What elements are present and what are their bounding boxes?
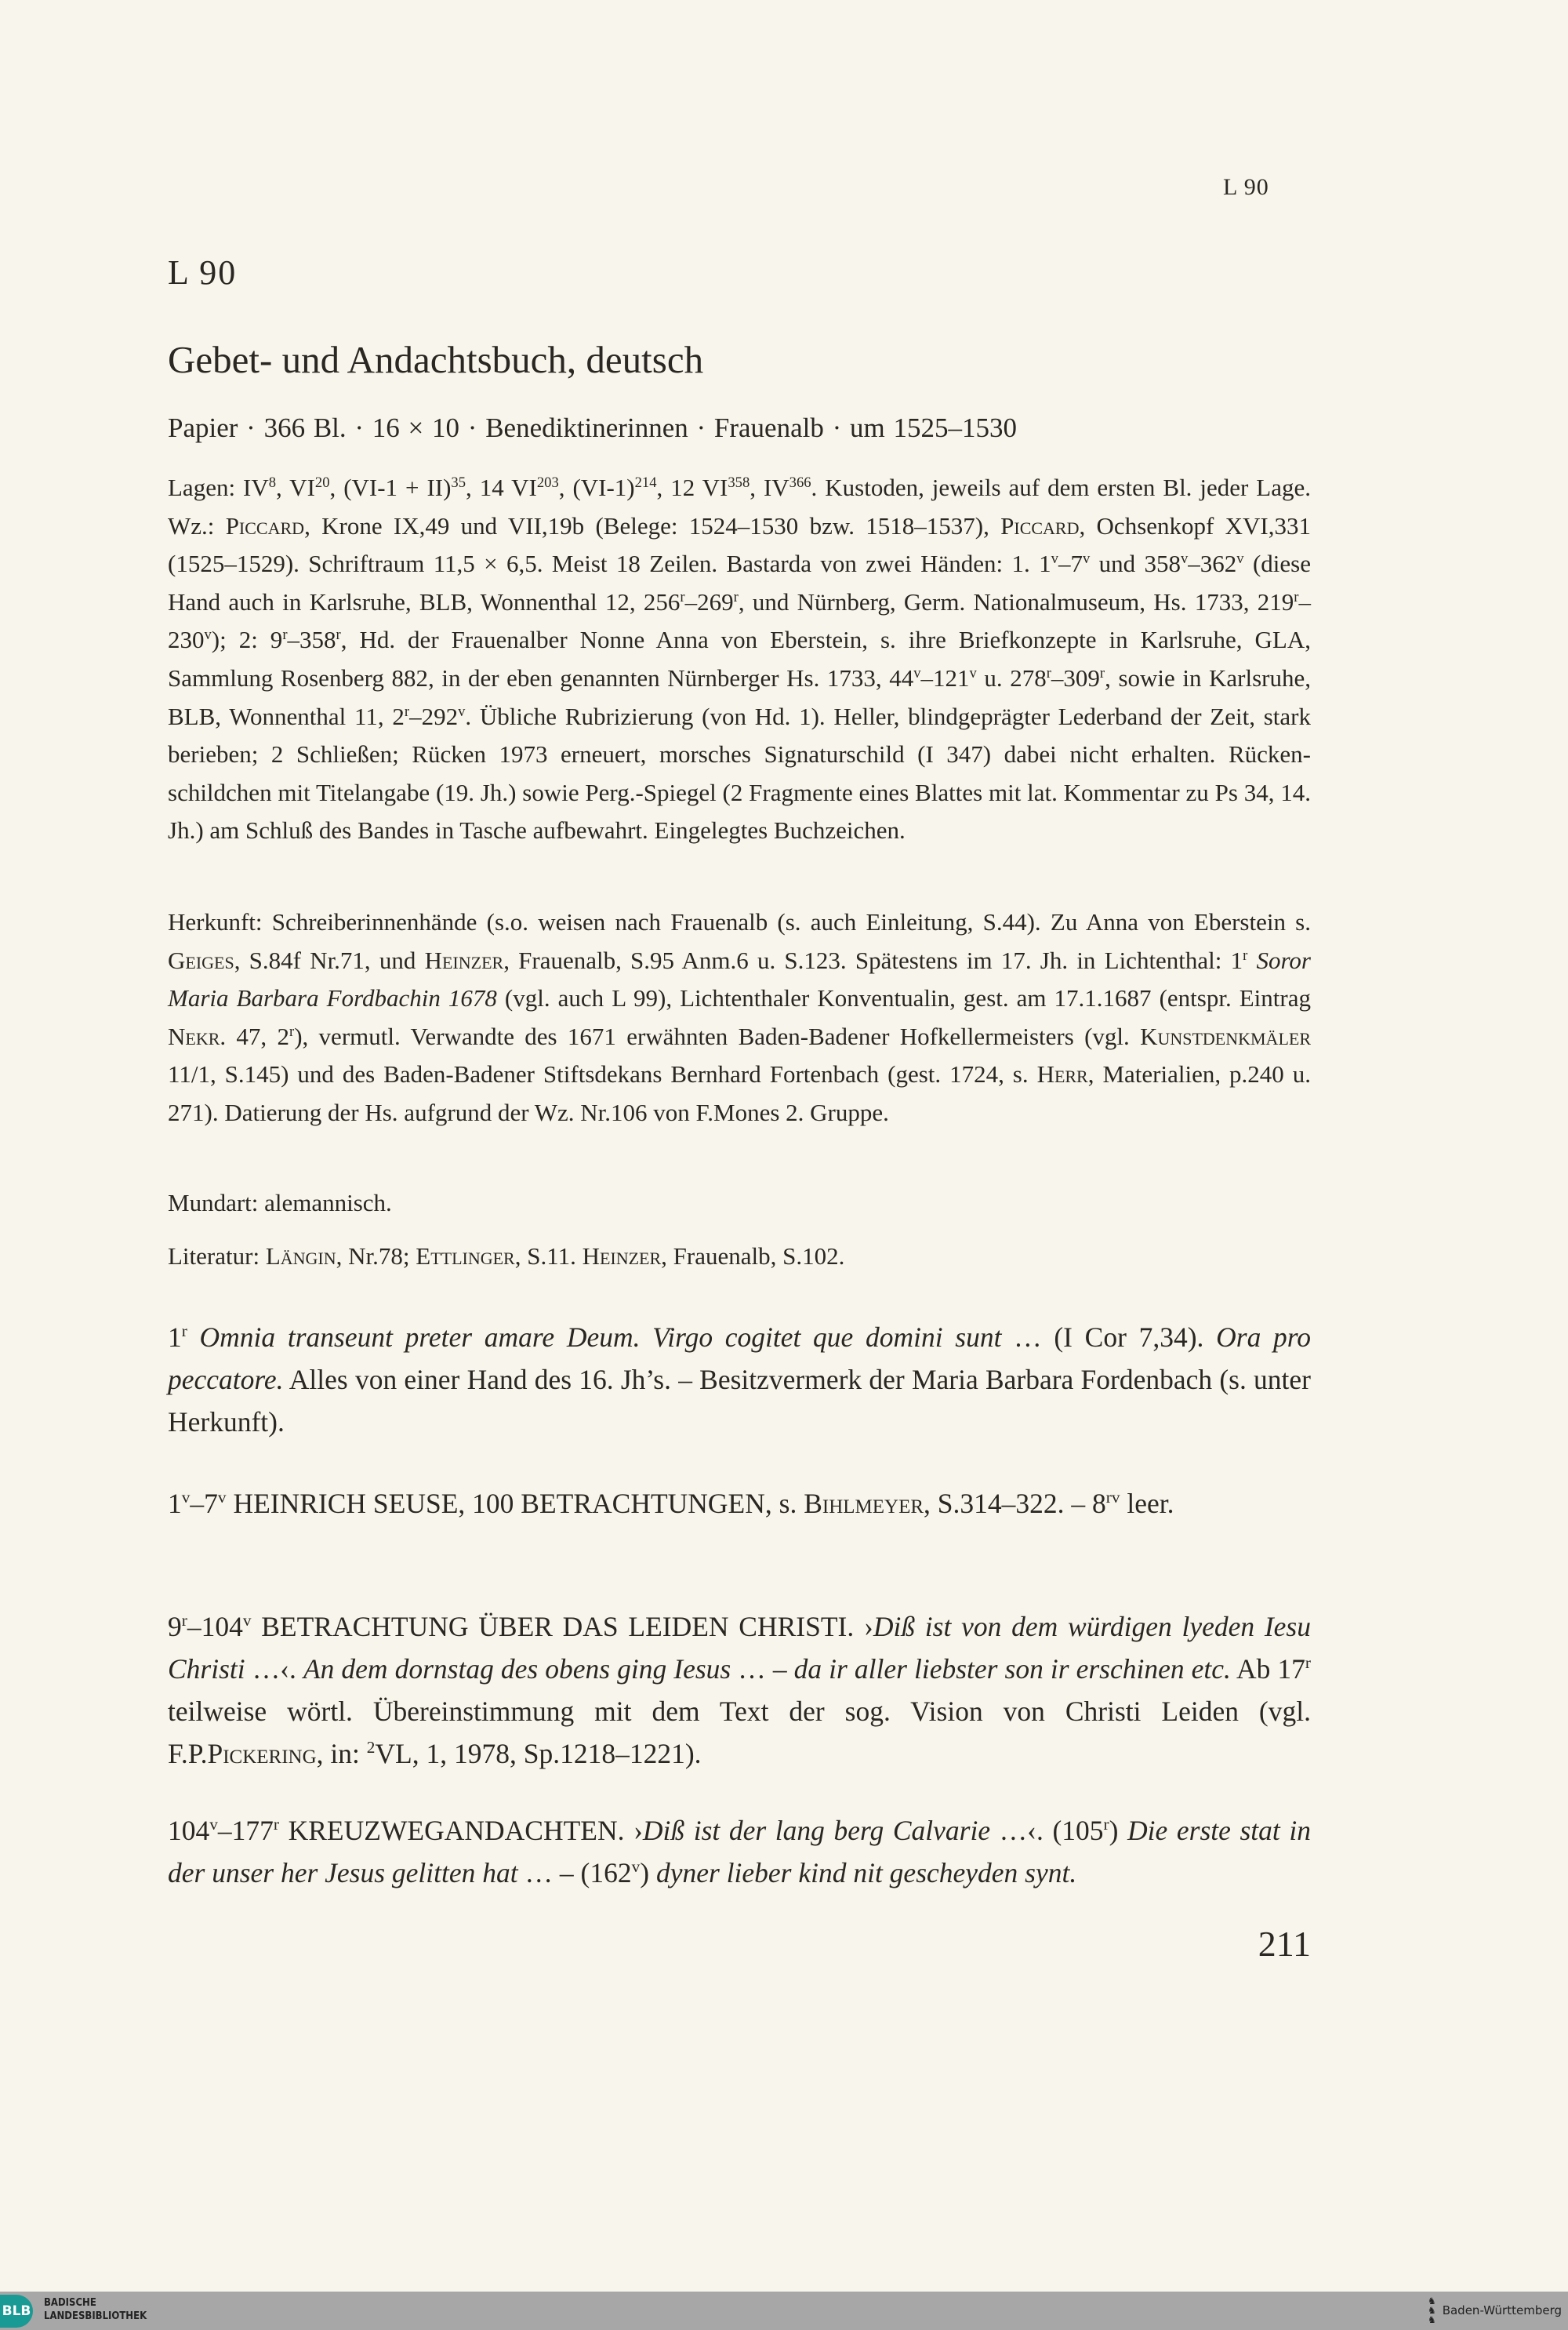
superscript: v xyxy=(969,664,977,682)
superscript: r xyxy=(1046,664,1051,682)
text-run: BETRACHTUNG ÜBER DAS LEIDEN CHRISTI. › xyxy=(251,1611,873,1642)
superscript: v xyxy=(1082,551,1091,568)
superscript: v xyxy=(1051,551,1058,568)
text-run: , Frauenalb, S.95 Anm.6 u. S.123. Spätestens im 17. Jh. in Lichtenthal: 1 xyxy=(503,946,1243,974)
text-run: ) xyxy=(1109,1815,1128,1846)
superscript: r xyxy=(181,1321,187,1341)
library-name[interactable] xyxy=(44,2296,147,2323)
text-run: , Hd. der Frauenalber Nonne Anna von Eberstein, s. ihre Briefkonzepte in Karlsruhe, GLA, Sammlung Rosenberg 882, in der eben genannten Nürnberger Hs. 1733, 44 xyxy=(168,626,1311,692)
text-run: –104 xyxy=(187,1611,243,1642)
text-run: , S.11. xyxy=(514,1242,583,1270)
text-run: , und Nürnberg, Germ. Nationalmuseum, Hs. 1733, 219 xyxy=(738,587,1294,616)
text-run: VL, 1, 1978, Sp.1218–1221). xyxy=(375,1738,702,1769)
text-run: , Krone IX,49 und VII,19b (Belege: 1524–1530 bzw. 1518–1537), xyxy=(304,511,1001,540)
text-run: Ab 17 xyxy=(1230,1653,1305,1685)
author-name: Nekr. xyxy=(168,1022,227,1050)
text-run: –269 xyxy=(684,587,734,616)
text-run: … – xyxy=(731,1653,794,1685)
superscript: v xyxy=(242,1611,252,1630)
text-run: KREUZWEGANDACHTEN. › xyxy=(279,1815,643,1846)
codicology-paragraph xyxy=(168,469,1311,850)
italic-text: Diß ist der lang berg Calvarie xyxy=(642,1815,991,1846)
author-name: Bihlmeyer xyxy=(804,1488,924,1519)
text-run: , 14 VI xyxy=(466,474,537,501)
text-run: –309 xyxy=(1051,663,1100,692)
footer-bar xyxy=(0,2292,1568,2330)
text-run: ); 2: 9 xyxy=(211,626,283,654)
superscript: v xyxy=(458,703,466,720)
author-name: Kunstdenkmäler xyxy=(1140,1022,1312,1050)
superscript: rv xyxy=(1105,1488,1120,1507)
text-run: , Ochsenkopf XVI,331 (1525–1529). Schriftraum 11,5 × 6,5. Meist 18 Zeilen. Bastarda von zwei Händen: 1. 1 xyxy=(168,511,1311,578)
text-run: , Frauenalb, S.102. xyxy=(661,1242,845,1270)
text-run: –7 xyxy=(1058,550,1083,578)
superscript: 214 xyxy=(634,474,657,491)
text-run: , (VI-1) xyxy=(558,474,635,501)
superscript: 2 xyxy=(366,1738,376,1757)
library-name-line1: BADISCHE xyxy=(44,2297,96,2309)
superscript: r xyxy=(1294,588,1299,605)
text-run: Herkunft: Schreiberinnenhände (s.o. weisen nach Frauenalb (s. auch Einleitung, S.44). Zu Anna von Eberstein s. xyxy=(168,908,1311,936)
running-header: L 90 xyxy=(1223,174,1269,200)
text-run: , VI xyxy=(276,474,315,501)
text-run: 11/1, S.145) und des Baden-Badener Stiftsdekans Bernhard Fortenbach (gest. 1724, s. xyxy=(168,1060,1037,1089)
superscript: 8 xyxy=(268,474,277,491)
text-run: , S.314–322. – 8 xyxy=(924,1488,1106,1519)
text-run: …‹. xyxy=(245,1653,303,1685)
italic-text: Diß ist von dem würdigen lyeden Iesu Christi xyxy=(168,1611,1311,1685)
text-run xyxy=(1247,947,1256,974)
text-run: 104 xyxy=(168,1815,210,1846)
superscript: r xyxy=(1305,1653,1311,1673)
superscript: 366 xyxy=(789,474,811,491)
italic-text: da ir aller liebster son ir erschinen etc. xyxy=(793,1653,1231,1685)
text-run: , (VI-1 + II) xyxy=(329,474,452,501)
text-run: . Übliche Rubrizierung (von Hd. 1). Heller, blindgeprägter Lederband der Zeit, stark berieben; 2 Schließen; Rücken 1973 erneuert, morsches Signaturschild (I 347) dabei nicht erhalten. Rückenschildchen mit Titelangabe (19. Jh.) sowie Perg.-Spiegel (2 Fragmente eines Blattes mit lat. Kommentar zu Ps 34, 14. Jh.) am Schluß des Bandes in Tasche aufbewahrt. Eingelegtes Buchzeichen. xyxy=(168,702,1311,845)
superscript: r xyxy=(404,703,410,720)
author-name: Piccard xyxy=(1000,511,1080,540)
text-run: 1 xyxy=(168,1488,182,1519)
text-run: , Nr.78; xyxy=(336,1242,416,1270)
text-run: (vgl. auch L 99), Lichtenthaler Konventualin, gest. am 17.1.1687 (entspr. Eintrag xyxy=(496,984,1311,1012)
text-run: HEINRICH SEUSE, 100 BETRACHTUNGEN, s. xyxy=(226,1488,804,1519)
text-run: , S.84f Nr.71, und xyxy=(234,946,425,974)
superscript: r xyxy=(181,1611,187,1630)
text-run: 47, 2 xyxy=(226,1022,289,1050)
physical-description: Papier · 366 Bl. · 16 × 10 · Benediktinerinnen · Frauenalb · um 1525–1530 xyxy=(168,413,1017,443)
text-run: Alles von einer Hand des 16. Jh’s. – Besitzvermerk der Maria Barbara Fordenbach (s. unter Herkunft). xyxy=(168,1364,1311,1438)
literature-paragraph xyxy=(168,1238,1311,1276)
text-run: 9 xyxy=(168,1611,182,1642)
text-run: und 358 xyxy=(1090,550,1181,578)
state-label: Baden-Württemberg xyxy=(1442,2303,1562,2317)
text-run: u. 278 xyxy=(976,663,1047,692)
dialect-paragraph xyxy=(168,1184,1311,1223)
italic-text: Die erste stat in der unser her Jesus gelitten hat xyxy=(168,1815,1311,1888)
superscript: v xyxy=(181,1488,191,1507)
superscript: v xyxy=(1236,551,1244,568)
provenance-paragraph xyxy=(168,903,1311,1132)
text-run: leer. xyxy=(1120,1488,1174,1519)
text-run: –358 xyxy=(287,626,336,654)
state-logo[interactable] xyxy=(1428,2296,1562,2325)
text-run: –7 xyxy=(190,1488,218,1519)
superscript: 203 xyxy=(536,474,559,491)
text-run xyxy=(187,1321,200,1353)
page-number: 211 xyxy=(1258,1924,1311,1964)
text-run: Lagen: IV xyxy=(168,474,269,501)
author-name: Geiges xyxy=(168,946,234,974)
italic-text: dyner lieber kind nit gescheyden synt. xyxy=(655,1857,1077,1888)
superscript: r xyxy=(289,1023,295,1040)
text-run: (diese Hand auch in Karlsruhe, BLB, Wonnenthal 12, 256 xyxy=(168,550,1311,616)
italic-text: Omnia transeunt preter amare Deum. Virgo cogitet que domini sunt xyxy=(199,1321,1002,1353)
content-entry xyxy=(168,1316,1311,1443)
superscript: v xyxy=(209,1815,218,1834)
manuscript-signature: L 90 xyxy=(168,253,238,292)
superscript: r xyxy=(680,588,685,605)
text-run: 1 xyxy=(168,1321,182,1353)
content-entry xyxy=(168,1605,1311,1775)
text-run: … (I Cor 7,34). xyxy=(1001,1321,1217,1353)
superscript: v xyxy=(217,1488,227,1507)
author-name: Längin xyxy=(265,1242,336,1270)
italic-text: Ora pro peccatore. xyxy=(168,1321,1312,1395)
text-run: Mundart: alemannisch. xyxy=(168,1189,392,1216)
text-run: …‹. (105 xyxy=(990,1815,1104,1846)
text-run: . Kustoden, jeweils auf dem ersten Bl. jeder Lage. Wz.: xyxy=(168,474,1312,540)
author-name: Heinzer xyxy=(424,946,504,974)
superscript: 20 xyxy=(314,474,330,491)
superscript: r xyxy=(1243,947,1248,964)
superscript: 358 xyxy=(728,474,750,491)
text-run: –121 xyxy=(920,663,970,692)
superscript: v xyxy=(204,627,212,644)
lion-crest-icon: ♞ ♞ ♞ xyxy=(1427,2295,1436,2325)
author-name: Piccard xyxy=(225,511,305,540)
text-run: , in: xyxy=(316,1738,367,1769)
text-run: –292 xyxy=(409,702,459,730)
text-run: –177 xyxy=(217,1815,274,1846)
superscript: r xyxy=(1099,664,1105,682)
text-run: , sowie in Karlsruhe, BLB, Wonnenthal 11, 2 xyxy=(168,663,1312,730)
superscript: v xyxy=(913,664,921,682)
text-run: , IV xyxy=(750,474,789,501)
blb-logo-icon[interactable]: BLB xyxy=(0,2295,33,2328)
text-run: teilweise wörtl. Übereinstimmung mit dem Text der sog. Vision von Christi Leiden (vgl. F.P. xyxy=(168,1696,1311,1769)
library-name-line2: LANDESBIBLIOTHEK xyxy=(44,2310,147,2322)
text-run: , Materialien, p.240 u. 271). Datierung der Hs. aufgrund der Wz. Nr.106 von F.Mones 2. Gruppe. xyxy=(168,1060,1311,1126)
author-name: Pickering xyxy=(207,1738,317,1769)
text-run: ) xyxy=(640,1857,656,1888)
content-entry xyxy=(168,1482,1311,1525)
superscript: r xyxy=(282,627,288,644)
author-name: Herr xyxy=(1036,1060,1088,1089)
superscript: v xyxy=(1181,551,1189,568)
italic-text: Soror Maria Barbara Fordbachin 1678 xyxy=(168,946,1311,1012)
page-title: Gebet- und Andachtsbuch, deutsch xyxy=(168,338,704,381)
text-run: , 12 VI xyxy=(656,474,728,501)
author-name: Ettlinger xyxy=(416,1242,515,1270)
superscript: r xyxy=(336,627,341,644)
text-run: Literatur: xyxy=(168,1242,266,1270)
text-run: –362 xyxy=(1188,550,1237,578)
text-run: … – (162 xyxy=(517,1857,632,1888)
italic-text: An dem dornstag des obens ging Iesus xyxy=(303,1653,731,1685)
text-run: ), vermutl. Verwandte des 1671 erwähnten Baden-Badener Hofkellermeisters (vgl. xyxy=(294,1022,1141,1050)
superscript: r xyxy=(733,588,739,605)
superscript: r xyxy=(273,1815,279,1834)
author-name: Heinzer xyxy=(582,1242,662,1270)
superscript: 35 xyxy=(451,474,466,491)
superscript: r xyxy=(1103,1815,1109,1834)
text-run: –230 xyxy=(168,587,1311,654)
superscript: v xyxy=(631,1857,641,1877)
content-entry xyxy=(168,1809,1311,1894)
